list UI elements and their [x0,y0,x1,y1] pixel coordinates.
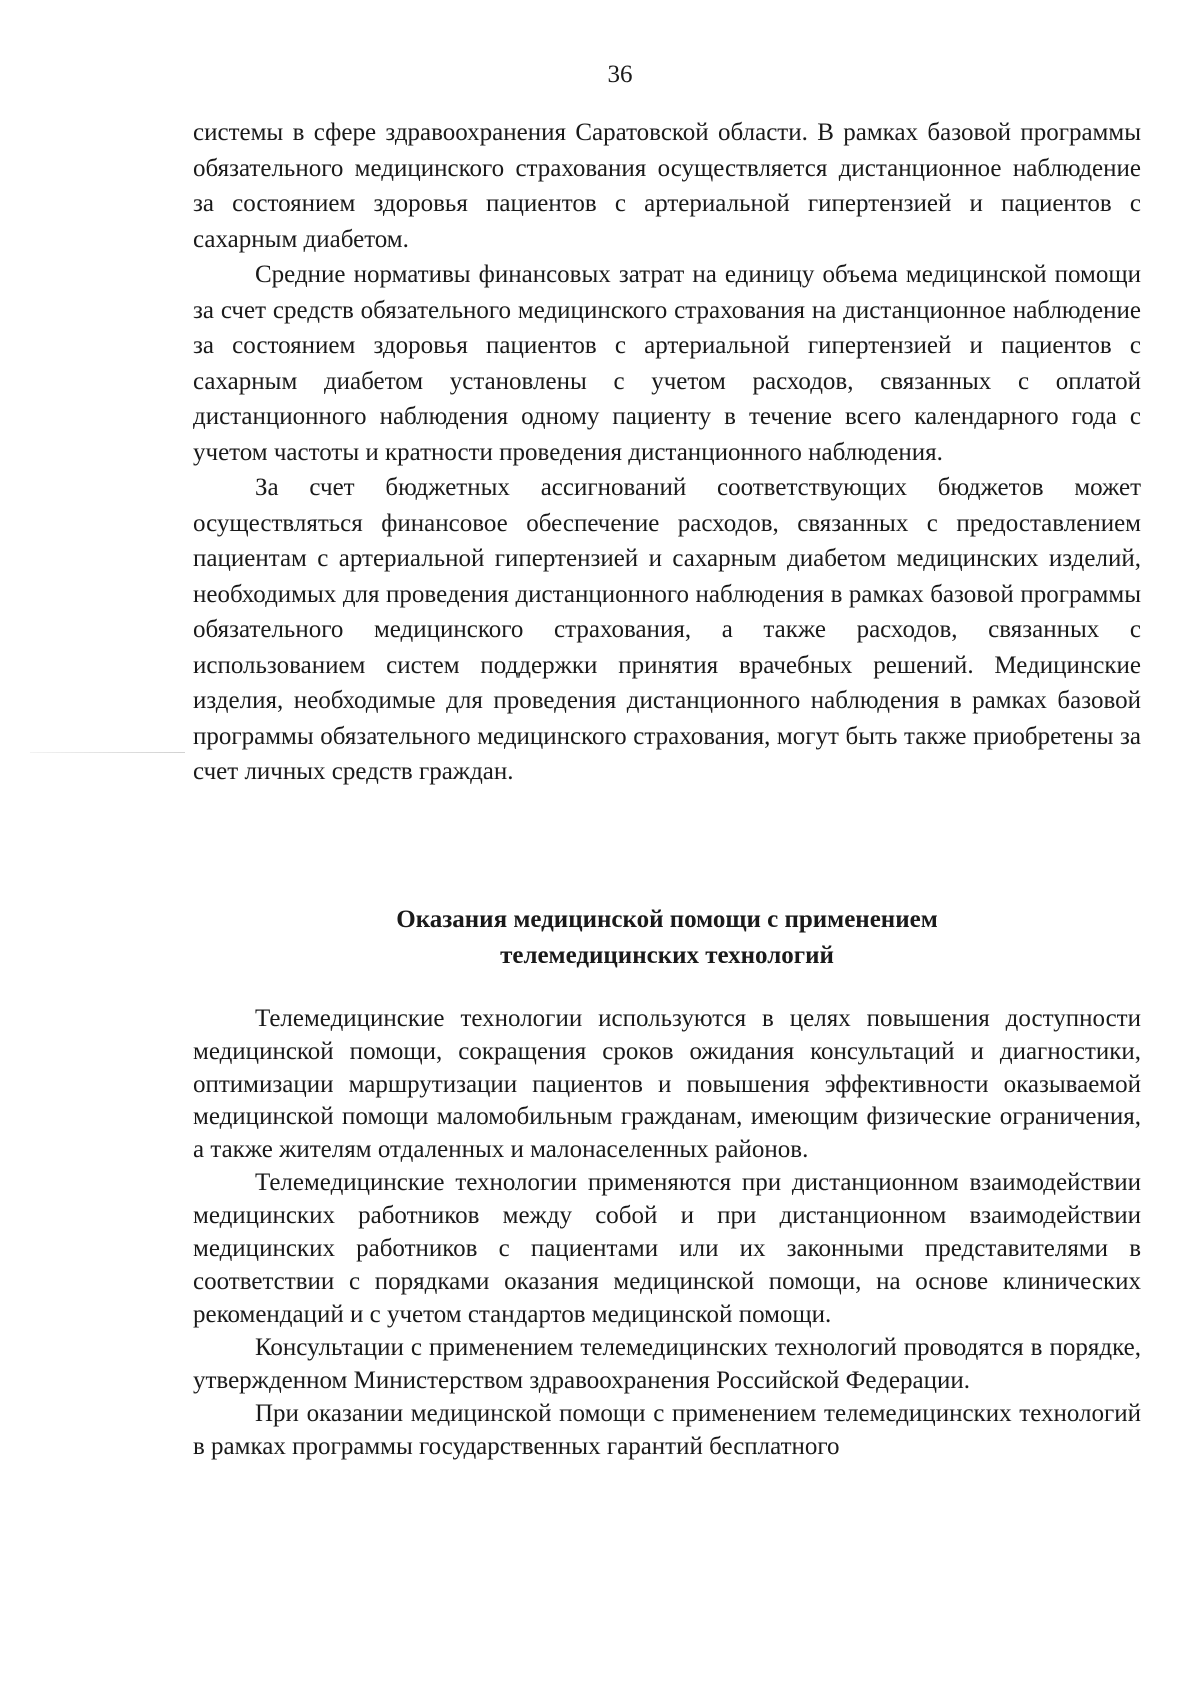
section-heading-line-1: Оказания медицинской помощи с применением [396,906,938,933]
bottom-text-block [193,1003,1141,1464]
section-heading-line-2: телемедицинских технологий [500,941,834,969]
page-number: 36 [607,61,633,88]
paragraph-budget-funding: За счет бюджетных ассигнований соответствующих бюджетов может осуществляться финансовое обеспечение расходов, связанных с предоставлением пациентам с артериальной гипертензией и сахарным диабетом медицинских изделий, необходимых для проведения дистанционного наблюдения в рамках базовой программы обязательного медицинского страхования, а также расходов, связанных с использованием систем поддержки принятия врачебных решений. Медицинские изделия, необходимые для проведения дистанционного наблюдения в рамках базовой программы обязательного медицинского страхования, могут быть также приобретены за счет личных средств граждан. [193,474,1141,785]
paragraph-continuation: системы в сфере здравоохранения Саратовской области. В рамках базовой программы обязательного медицинского страхования осуществляется дистанционное наблюдение за состоянием здоровья пациентов с артериальной гипертензией и пациентов с сахарным диабетом. [193,119,1141,253]
paragraph-guarantees: При оказании медицинской помощи с применением телемедицинских технологий в рамках программы государственных гарантий бесплатного [193,1400,1141,1460]
top-text-block [193,115,1141,790]
paragraph-telemedicine-application: Телемедицинские технологии применяются при дистанционном взаимодействии медицинских работников между собой и при дистанционном взаимодействии медицинских работников с пациентами или их законными представителями в соответствии с порядками оказания медицинской помощи, на основе клинических рекомендаций и с учетом стандартов медицинской помощи. [193,1169,1141,1328]
scan-artifact-line [30,752,185,753]
section-heading [193,902,1141,973]
paragraph-normatives: Средние нормативы финансовых затрат на единицу объема медицинской помощи за счет средств обязательного медицинского страхования на дистанционное наблюдение за состоянием здоровья пациентов с артериальной гипертензией и пациентов с сахарным диабетом установлены с учетом расходов, связанных с оплатой дистанционного наблюдения одному пациенту в течение всего календарного года с учетом частоты и кратности проведения дистанционного наблюдения. [193,261,1141,466]
paragraph-telemedicine-purpose: Телемедицинские технологии используются в целях повышения доступности медицинской помощи, сокращения сроков ожидания консультаций и диагностики, оптимизации маршрутизации пациентов и повышения эффективности оказываемой медицинской помощи маломобильным гражданам, имеющим физические ограничения, а также жителям отдаленных и малонаселенных районов. [193,1005,1141,1164]
paragraph-consultations: Консультации с применением телемедицинских технологий проводятся в порядке, утвержденном Министерством здравоохранения Российской Федерации. [193,1333,1141,1394]
